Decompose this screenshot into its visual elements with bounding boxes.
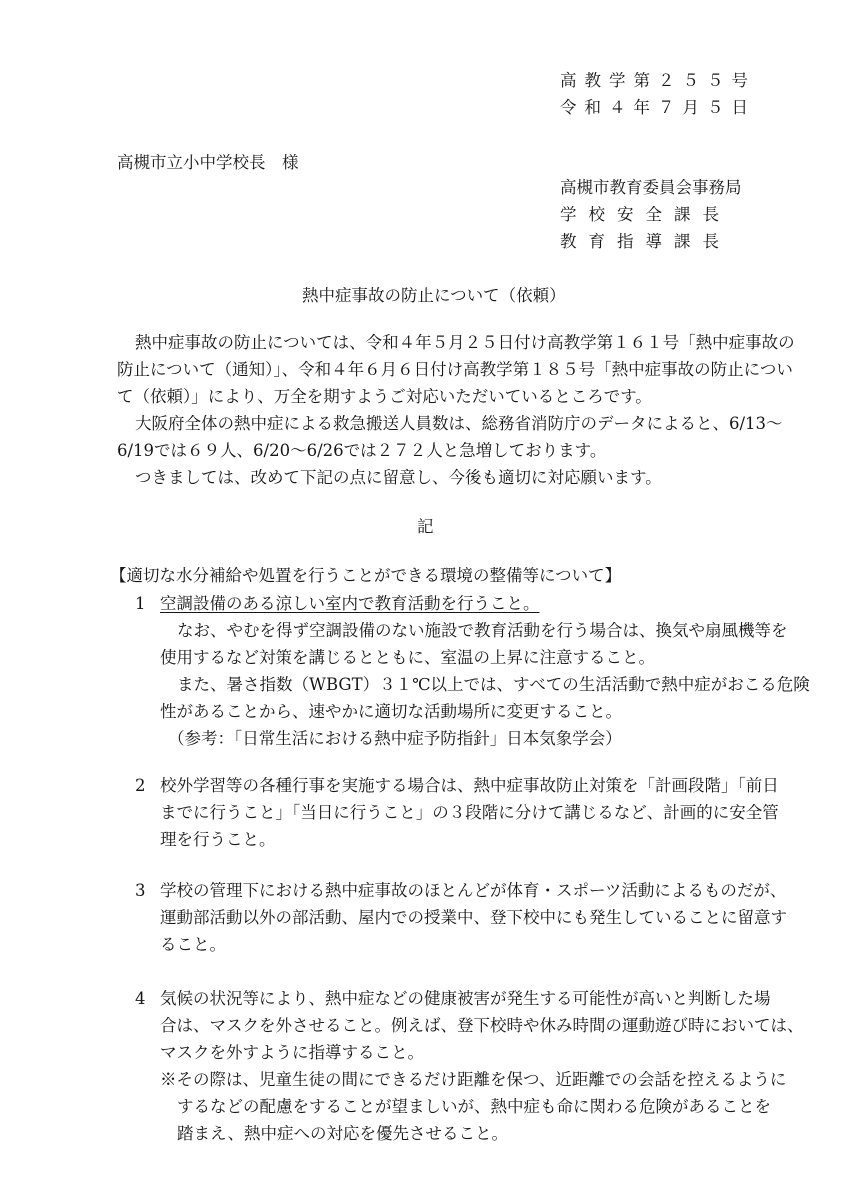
body-line: つきましては、改めて下記の点に留意し、今後も適切に対応願います。 — [135, 468, 662, 487]
sender-guidance-section: 教育指導課長 — [560, 232, 731, 251]
item-number: 1 — [135, 594, 146, 613]
addressee: 高槻市立小中学校長 様 — [117, 153, 299, 172]
sender-office: 高槻市教育委員会事務局 — [560, 178, 742, 197]
body-line: て（依頼）」により、万全を期すようご対応いただいているところです。 — [117, 387, 652, 406]
body-line: 防止について（通知）」、令和４年６月６日付け高教学第１８５号「熱中症事故の防止につい — [117, 360, 793, 379]
item-1-line: また、暑さ指数（WBGT）３１℃以上では、すべての生活活動で熱中症がおこる危険 — [177, 675, 810, 694]
document-number: 高教学第２５５号 — [560, 71, 756, 90]
item-4-line: 気候の状況等により、熱中症などの健康被害が発生する可能性が高いと判断した場 — [160, 989, 771, 1008]
body-line: 大阪府全体の熱中症による救急搬送人員数は、総務省消防庁のデータによると、6/13～ — [135, 414, 783, 433]
sender-safety-section: 学校安全課長 — [560, 205, 731, 224]
body-line: 熱中症事故の防止については、令和４年５月２５日付け高教学第１６１号「熱中症事故の — [135, 333, 795, 352]
item-4-line: マスクを外すように指導すること。 — [160, 1043, 424, 1062]
item-2-line: 理を行うこと。 — [160, 830, 276, 849]
item-number: 3 — [135, 881, 146, 900]
item-4-note-line: ※その際は、児童生徒の間にできるだけ距離を保つ、近距離での会話を控えるように — [160, 1070, 787, 1089]
document-date: 令和４年７月５日 — [560, 98, 756, 117]
item-1-underlined-text: 空調設備のある涼しい室内で教育活動を行うこと。 — [160, 594, 540, 613]
item-1-line: 性があることから、速やかに適切な活動場所に変更すること。 — [160, 702, 622, 721]
item-2-line: 校外学習等の各種行事を実施する場合は、熱中症事故防止対策を「計画段階」「前日 — [160, 776, 779, 795]
body-line: 6/19では６９人、6/20～6/26では２７２人と急増しております。 — [117, 441, 607, 460]
item-3-line: 運動部活動以外の部活動、屋内での授業中、登下校中にも発生していることに留意す — [160, 908, 787, 927]
item-1-line: （参考：「日常生活における熱中症予防指針」日本気象学会） — [168, 729, 622, 748]
item-4-note-line: 踏まえ、熱中症への対応を優先させること。 — [177, 1124, 508, 1143]
ki-marker: 記 — [417, 517, 434, 536]
section-heading: 【適切な水分補給や処置を行うことができる環境の整備等について】 — [110, 566, 622, 585]
item-4-note-line: するなどの配慮をすることが望ましいが、熱中症も命に関わる危険があることを — [177, 1097, 771, 1116]
item-3-line: 学校の管理下における熱中症事故のほとんどが体育・スポーツ活動によるものだが、 — [160, 881, 787, 900]
item-3-line: ること。 — [160, 935, 226, 954]
item-number: 4 — [135, 989, 146, 1008]
item-number: 2 — [135, 776, 146, 795]
item-1-line: なお、やむを得ず空調設備のない施設で教育活動を行う場合は、換気や扇風機等を — [177, 621, 788, 640]
item-2-line: までに行うこと」「当日に行うこと」の３段階に分けて講じるなど、計画的に安全管 — [160, 803, 779, 822]
item-1-line: 使用するなど対策を講じるとともに、室温の上昇に注意すること。 — [160, 648, 655, 667]
item-1-line — [160, 593, 540, 614]
item-4-line: 合は、マスクを外させること。例えば、登下校時や休み時間の運動遊び時においては、 — [160, 1016, 804, 1035]
document-title: 熱中症事故の防止について（依頼） — [302, 286, 566, 305]
